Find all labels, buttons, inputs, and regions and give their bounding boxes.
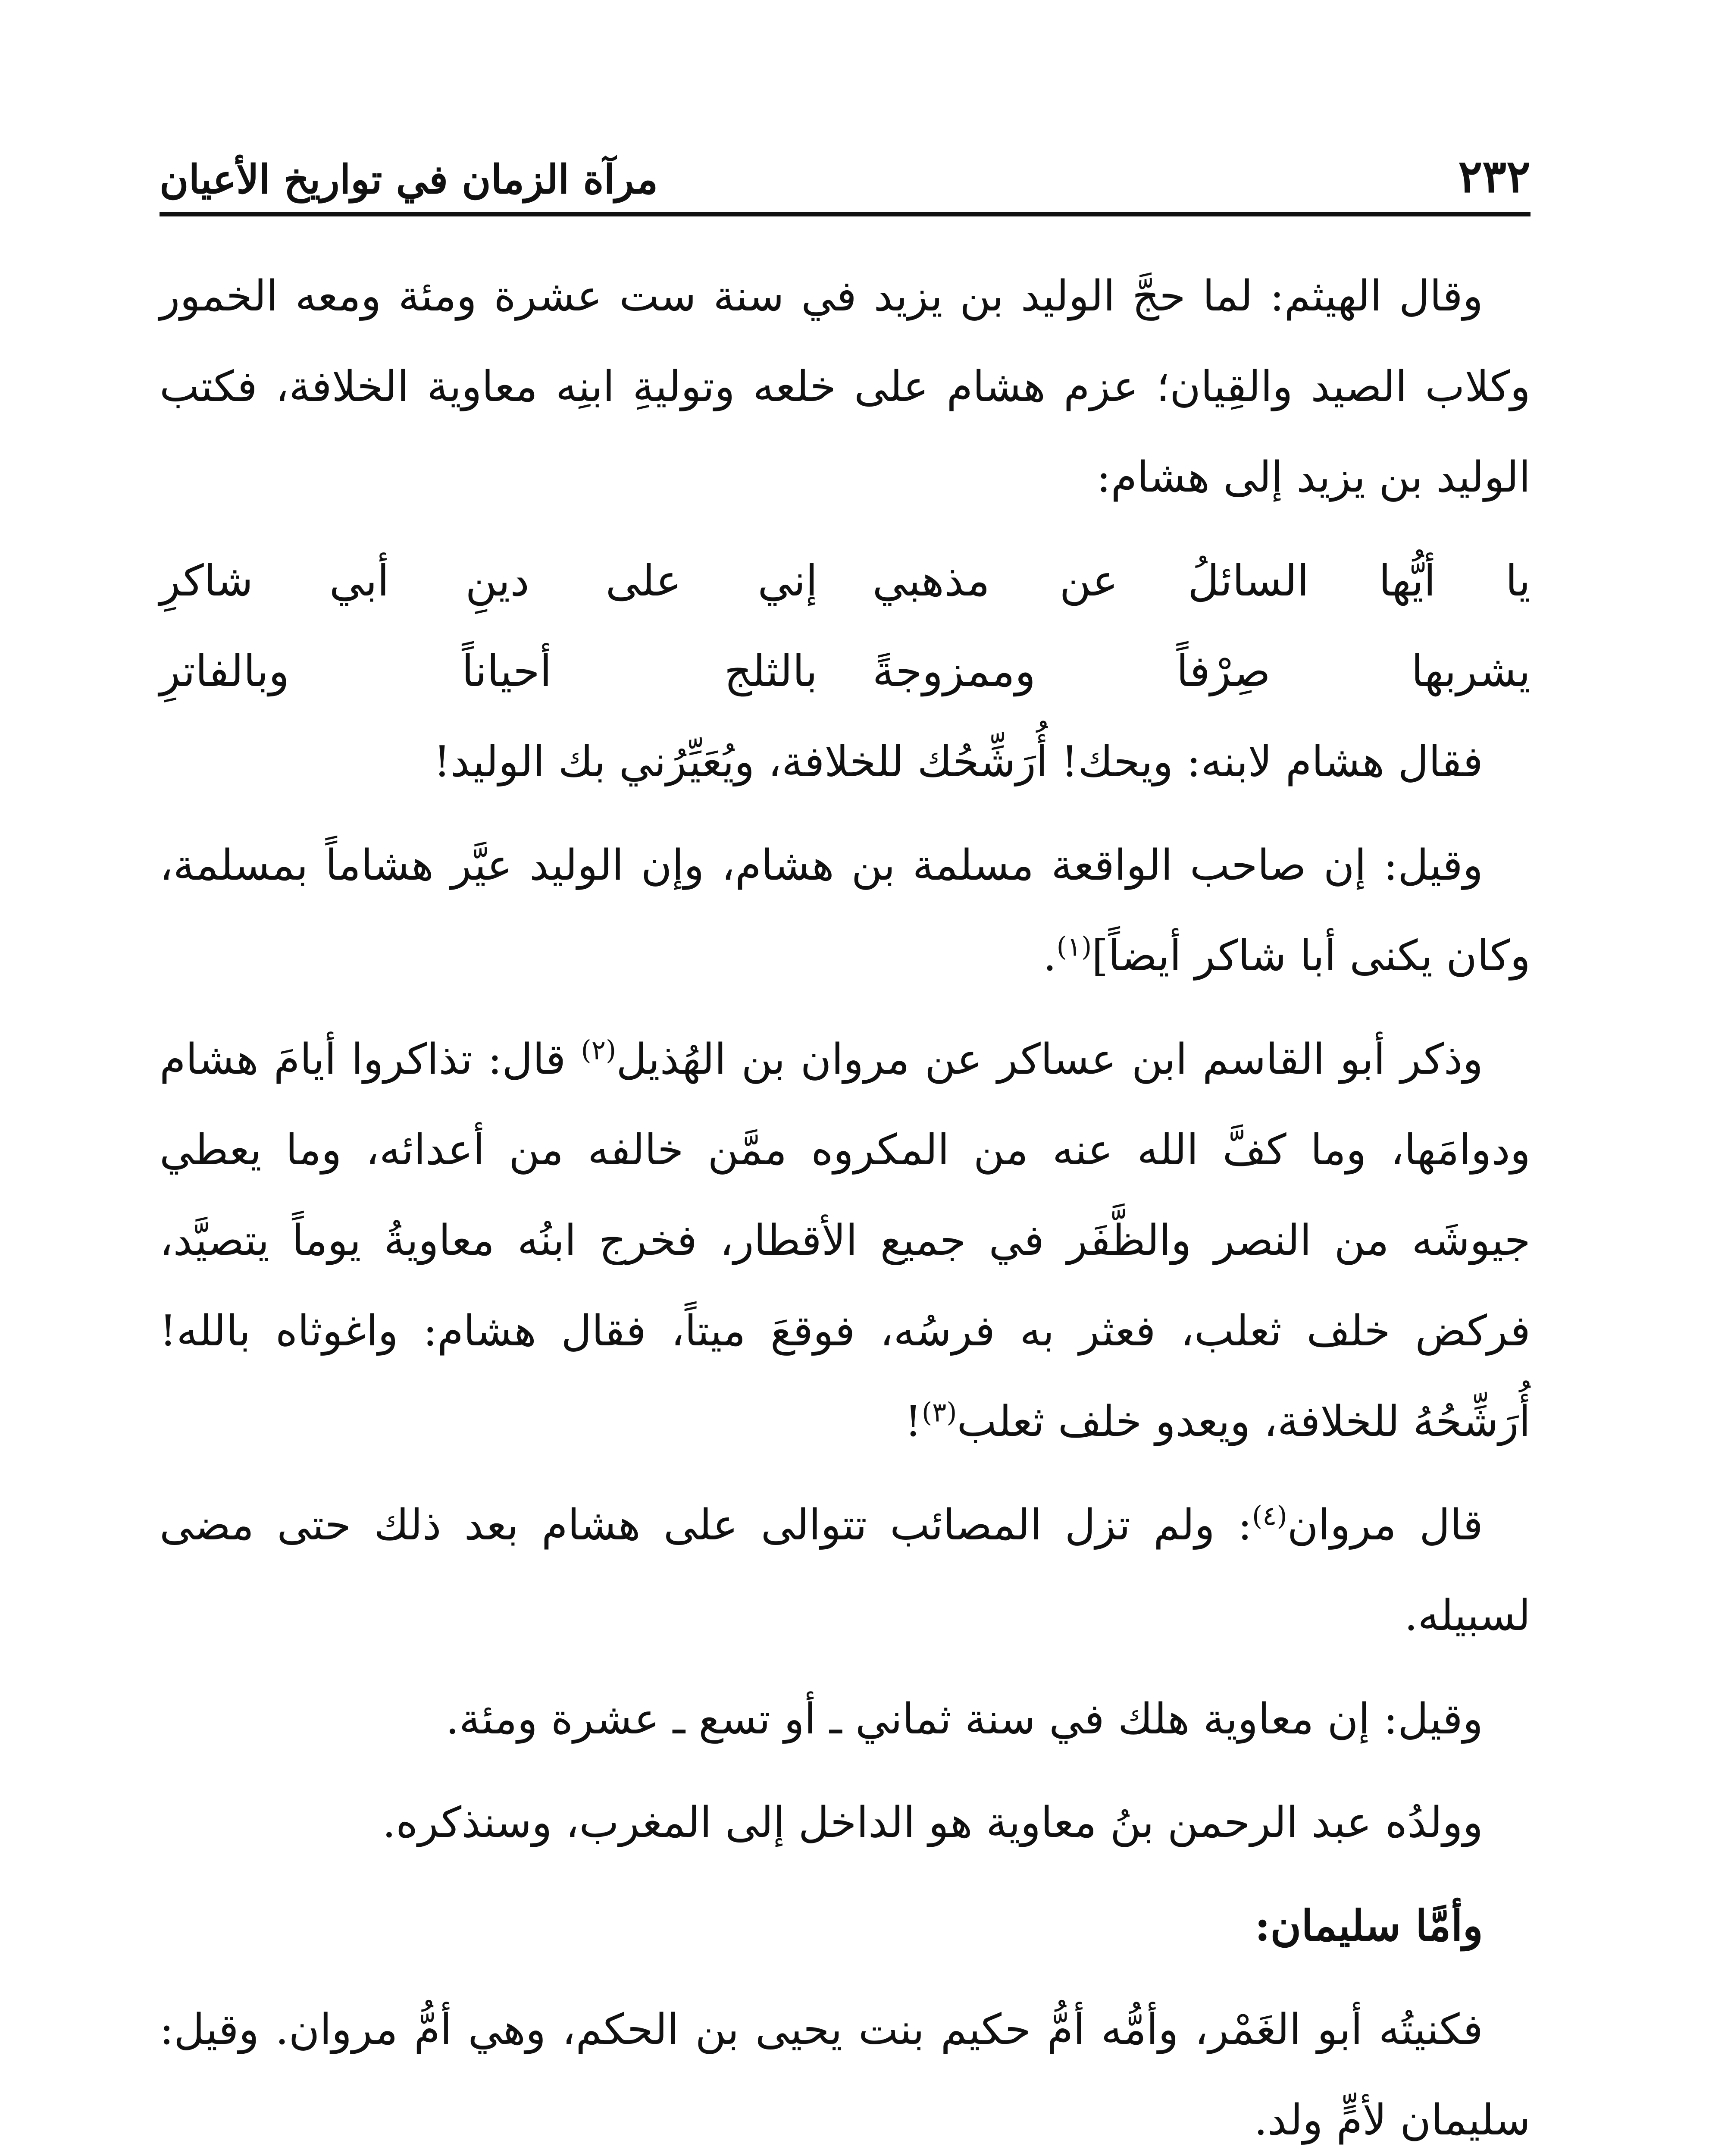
verse-2-first-hemistich: يشربها صِرْفاً وممزوجةً — [872, 646, 1531, 696]
running-title: مرآة الزمان في تواريخ الأعيان — [160, 156, 658, 203]
verse-2 — [160, 626, 1531, 717]
paragraph-5 — [160, 1480, 1531, 1661]
paragraph-4-text-b: قال: تذاكروا أيامَ هشام ودوامَها، وما كفَّ الله عنه من المكروه ممَّن خالفه من أعدائه، وما يعطي جيوشَه من النصر والظَّفَر في جميع الأقطار، فخرج ابنُه معاويةُ يوماً يتصيَّد، فركض خلف ثعلب، فعثر به فرسُه، فوقعَ ميتاً، فقال هشام: واغوثاه بالله! أُرَشِّحُهُ للخلافة، ويعدو خلف ثعلب — [160, 1035, 1531, 1446]
footnote-ref-2[interactable]: (٢) — [581, 1034, 617, 1066]
paragraph-8: فكنيتُه أبو الغَمْر، وأمُّه أمُّ حكيم بنت يحيى بن الحكم، وهي أمُّ مروان. وقيل: سليمان لأمٍّ ولد. — [160, 2005, 1531, 2145]
page-header — [160, 129, 1531, 216]
page-number: ٢٣٢ — [1458, 150, 1531, 203]
verse-1 — [160, 536, 1531, 626]
main-text — [160, 251, 1531, 2156]
book-page — [160, 129, 1531, 2156]
paragraph-4-end: ! — [905, 1397, 922, 1446]
verse-2-second-hemistich: بالثلج أحياناً وبالفاترِ — [160, 646, 818, 696]
paragraph-3 — [160, 820, 1531, 1001]
paragraph-2: فقال هشام لابنه: ويحك! أُرَشِّحُك للخلافة، ويُعَيِّرُني بك الوليد! — [433, 737, 1483, 787]
poem — [160, 536, 1531, 717]
paragraph-3-end: . — [1043, 931, 1057, 981]
paragraph-6: وقيل: إن معاوية هلك في سنة ثماني ـ أو تسع ـ عشرة ومئة. — [445, 1695, 1483, 1744]
paragraph-7: وولدُه عبد الرحمن بنُ معاوية هو الداخل إلى المغرب، وسنذكره. — [382, 1798, 1483, 1847]
paragraph-5-text-b: : ولم تزل المصائب تتوالى على هشام بعد ذلك حتى مضى لسبيله. — [160, 1501, 1531, 1640]
verse-1-first-hemistich: يا أيُّها السائلُ عن مذهبي — [872, 555, 1531, 606]
paragraph-5-text-a: قال مروان — [1287, 1501, 1483, 1550]
verse-1-second-hemistich: إني على دينِ أبي شاكرِ — [160, 555, 818, 606]
footnote-ref-1[interactable]: (١) — [1056, 931, 1092, 962]
footnote-ref-4[interactable]: (٤) — [1252, 1500, 1287, 1532]
paragraph-4-text-a: وذكر أبو القاسم ابن عساكر عن مروان بن الهُذيل — [616, 1035, 1483, 1084]
paragraph-4 — [160, 1014, 1531, 1467]
section-heading: وأمَّا سليمان: — [1255, 1901, 1483, 1951]
footnote-ref-3[interactable]: (٣) — [921, 1396, 957, 1428]
paragraph-1: وقال الهيثم: لما حجَّ الوليد بن يزيد في سنة ست عشرة ومئة ومعه الخمور وكلاب الصيد والقِيان؛ عزم هشام على خلعه وتوليةِ ابنِه معاوية الخلافة، فكتب الوليد بن يزيد إلى هشام: — [160, 272, 1531, 502]
paragraph-3-text: وقيل: إن صاحب الواقعة مسلمة بن هشام، وإن الوليد عيَّر هشاماً بمسلمة، وكان يكنى أبا شاكر أيضاً] — [160, 841, 1531, 981]
